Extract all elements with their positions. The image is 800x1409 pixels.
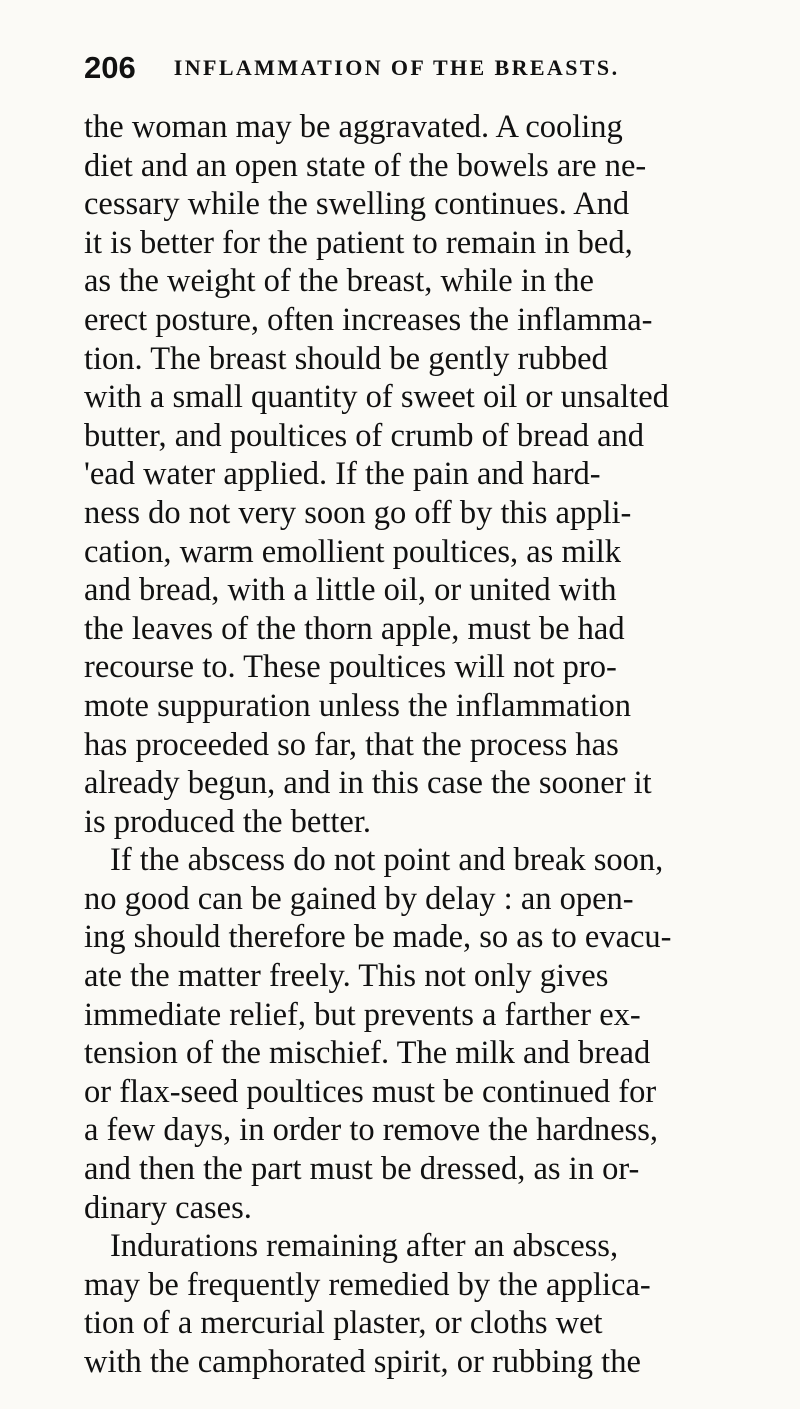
text-line: no good can be gained by delay : an open- bbox=[84, 880, 634, 917]
text-line: ness do not very soon go off by this appli- bbox=[84, 494, 632, 531]
text-line: tension of the mischief. The milk and bread bbox=[84, 1035, 651, 1072]
text-line: ing should therefore be made, so as to evacu- bbox=[84, 919, 672, 956]
page-header bbox=[84, 48, 704, 88]
text-line: cation, warm emollient poultices, as milk bbox=[84, 533, 622, 570]
text-line: immediate relief, but prevents a farther ex- bbox=[84, 996, 641, 1033]
text-line: mote suppuration unless the inflammation bbox=[84, 687, 631, 724]
text-line: erect posture, often increases the inflamma- bbox=[84, 301, 653, 338]
text-line: and then the part must be dressed, as in or- bbox=[84, 1151, 640, 1188]
text-line: butter, and poultices of crumb of bread and bbox=[84, 417, 645, 454]
text-line: recourse to. These poultices will not pro- bbox=[84, 649, 617, 686]
text-line: as the weight of the breast, while in the bbox=[84, 263, 594, 300]
text-line: diet and an open state of the bowels are ne- bbox=[84, 147, 647, 184]
text-line: 'ead water applied. If the pain and hard- bbox=[84, 456, 601, 493]
text-line: dinary cases. bbox=[84, 1189, 252, 1226]
text-line: the leaves of the thorn apple, must be had bbox=[84, 610, 625, 647]
text-line: already begun, and in this case the sooner it bbox=[84, 765, 652, 802]
text-line: with a small quantity of sweet oil or unsalted bbox=[84, 379, 669, 416]
body-text bbox=[84, 108, 724, 1382]
text-line: ate the matter freely. This not only gives bbox=[84, 958, 609, 995]
text-line: may be frequently remedied by the applica- bbox=[84, 1266, 651, 1303]
paragraph-2 bbox=[84, 841, 724, 1227]
text-line: cessary while the swelling continues. And bbox=[84, 186, 630, 223]
text-line: and bread, with a little oil, or united with bbox=[84, 572, 617, 609]
paragraph-3 bbox=[84, 1227, 724, 1381]
text-line: tion of a mercurial plaster, or cloths wet bbox=[84, 1305, 603, 1342]
text-line: has proceeded so far, that the process has bbox=[84, 726, 619, 763]
text-line: with the camphorated spirit, or rubbing the bbox=[84, 1344, 641, 1380]
page-number: 206 bbox=[84, 50, 136, 85]
text-line: If the abscess do not point and break soon, bbox=[110, 842, 664, 879]
text-line: Indurations remaining after an abscess, bbox=[110, 1228, 619, 1265]
text-line: or flax-seed poultices must be continued for bbox=[84, 1073, 657, 1110]
text-line: tion. The breast should be gently rubbed bbox=[84, 340, 608, 377]
text-line: the woman may be aggravated. A cooling bbox=[84, 109, 623, 145]
paragraph-1 bbox=[84, 108, 724, 841]
running-title: INFLAMMATION OF THE BREASTS. bbox=[173, 55, 620, 80]
text-line: is produced the better. bbox=[84, 803, 371, 840]
text-line: it is better for the patient to remain in bed, bbox=[84, 224, 633, 261]
text-line: a few days, in order to remove the hardness, bbox=[84, 1112, 658, 1149]
